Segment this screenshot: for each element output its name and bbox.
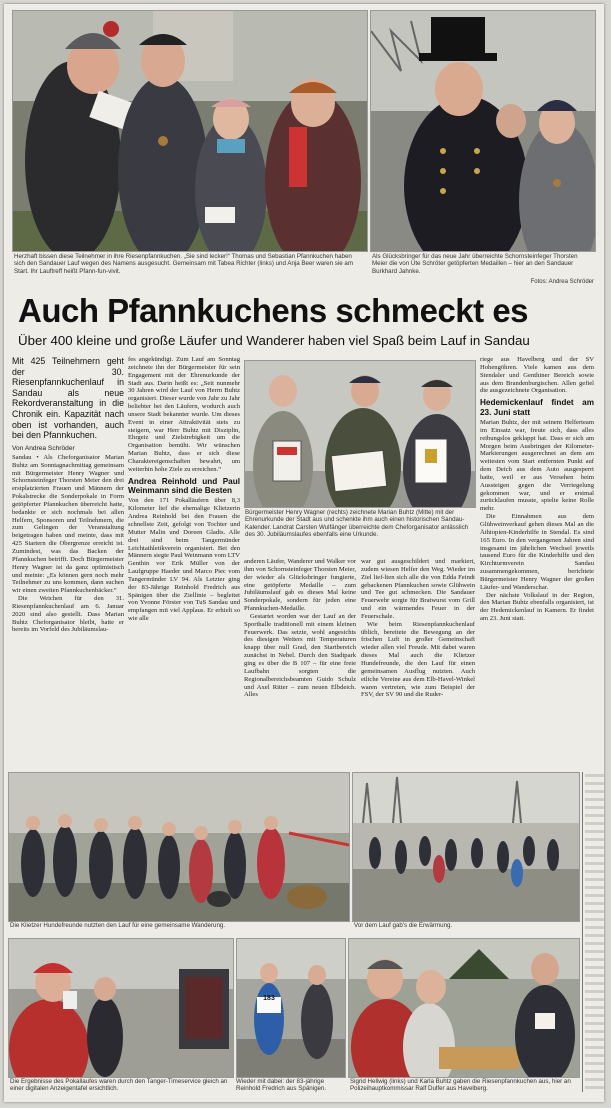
bib-number: 183 xyxy=(263,995,275,1002)
paragraph: Die Einnahmen aus dem Glühweinverkauf gehen dieses Mal an die Äthiopien-Kinderhilfe in Stendal. Es sind 165 Euro. In den vergangenen Jahren sind insgesamt im jährlichen Wechsel jeweils tausend Euro für die Kinderhilfe und den Kirchturmverein Sandau zusammengekommen, berichtete Bürgermeister Henry Wagner der großen Läufer- und Wanderschar. xyxy=(480,513,594,591)
photo-dog-walk xyxy=(8,772,350,922)
paragraph: Sandau • Als Cheforganisator Marian Buhtz am Sonntagnachmittag gemeinsam mit Bürgermeister Henry Wagner und Schornsteinfeger Thorsten Meier den drei erstplatzierten Frauen und Männern der Pokalstrecke die Sonderpokale in Form getöpferter Pfannkuchen überreicht hatte, bedankte er sich nochmals bei allen Helfern, Sponsoren und Teilnehmern, die zum Gelingen der Veranstaltung beigetragen haben und meinte, dass mit 425 Startern die Obergrenze erreicht ist. Zumindest, was das Backen der Pfannkuchen betrifft. Doch Bürgermeister Henry Wagner ist da ganz optimistisch und meinte: „Es können gern noch mehr Teilnehmer zu uns kommen, dann suchen wir einen zweiten Pfannkuchenbäcker.“ xyxy=(12,453,124,595)
paragraph: Von den 171 Pokalläufern über 8,3 Kilometer lief die ehemalige Klietzerin Andrea Reinhold bei den Frauen die schnellste Zeit, gefolgt von Tochter und Mutter Malin und Doreen Gladis. Alle drei sind beim Tangermünder Leichtathletikverein organisiert. Bei den Männern siegte Paul Weinmann vom LTV Genthin vor Erik Müller von der Laufgruppe Haeder und Marco Piec vom Tangermünder LV 94. Als Letzter ging der 83-Jährige Reinhold Fredrich aus Spänigen über die Ziellinie – begleitet von Yvonne Förster von TuS Sandau und empfangen mit viel Applaus. Er erhielt so wie alle xyxy=(128,497,240,623)
article-column-3 xyxy=(244,558,356,772)
subheadline: Über 400 kleine und große Läufer und Wanderer haben viel Spaß beim Lauf in Sandau xyxy=(18,333,530,348)
paragraph: Marian Buhtz, der mit seinem Helferteam im Einsatz war, freute sich, dass alles reibungslos geklappt hat. Dass er sich am Morgen beim Ausbringen der Kilometer-Markierungen ausgerechnet an dem am weitesten vom Start entfernten Punkt auf dem Deich aus dem Auto ausgesperrt hatte, weil er aus Versehen beim Aussteigen gegen die Verriegelung gekommen war, und er erstmal zurücklaufen musste, spielte keine Rolle mehr. xyxy=(480,419,594,513)
lead-paragraph: Mit 425 Teilnehmern geht der 30. Riesenpfannkuchenlauf in Sandau als neue Rekordveranstaltung in die Chronik ein. Kapazität nach oben ist vorhanden, auch bei den Pfannkuchen. xyxy=(12,356,124,441)
article-column-4 xyxy=(361,558,475,772)
paragraph: riege aus Havelberg und der SV Hohengöhren. Viele kamen aus dem Stendaler und Genthiner Bereich sowie aus dem Brandenburgischen. Allen gefiel die ausgezeichnete Organisation. xyxy=(480,356,594,395)
paragraph: anderen Läufer, Wanderer und Walker vor ihm von Schornsteinfeger Thorsten Meier, der wieder als Glücksbringer fungierte, eine getöpferte Medaille – zum Jubiläumslauf gab es dieses Mal keine Sonderpokale, sondern für jeden eine Pfannkuchen-Medaille. xyxy=(244,558,356,613)
article-column-5 xyxy=(480,356,594,772)
subheading-hedemickenlauf: Hedemickenlauf findet am 23. Juni statt xyxy=(480,398,594,417)
photo-pancake-eaters xyxy=(12,10,368,252)
photo-oldest-runner xyxy=(236,938,346,1078)
adjacent-article-fragment xyxy=(585,774,604,1092)
headline: Auch Pfannkuchens schmeckt es xyxy=(18,292,529,329)
paragraph: fes angekündigt. Zum Lauf am Sonntag zeichnete ihn der Bürgermeister für sein Engagement mit der Ehrenurkunde der Stadt aus. Darin heißt es: „Seit nunmehr 30 Jahren wird der Lauf von Herrn Buhtz organisiert. Dieser wurde von Jahr zu Jahr beliebter bei den Läufern, wodurch auch unsere Stadt bekannter wurde. Um dieses Event in einer Attraktivität stets zu steigern, war Herr Buhtz mit Disziplin, Ehrgeiz und Zielstrebigkeit um die Organisation bemüht. Wir wünschen Marian Buhtz, dass er sich diese Charaktereigenschaften bewahrt, um weiterhin hohe Ziele zu erreichen.“ xyxy=(128,356,240,473)
article-column-1 xyxy=(12,356,124,771)
caption-top-left: Herzhaft bissen diese Teilnehmer in ihre Riesenpfannkuchen. „Sie sind lecker!“ Thomas und Sebastian Pfannkuchen haben sich den Sandauer Lauf wegen des Namens ausgesucht. Gemeinsam mit Tabea Richter (links) und Anja Beer waren sie am Start. Ihr Lauftreff heißt Pfann-fun-vivit. xyxy=(14,253,354,275)
paragraph: Der nächste Volkslauf in der Region, den Marian Buhtz ebenfalls organisiert, ist der Hedemickenlauf in Kamern. Er findet am 23. Juni statt. xyxy=(480,591,594,623)
paragraph: Die Weichen für den 31. Riesenpfannkuchenlauf am 6. Januar 2020 sind also gestellt. Dass Marian Buhtz Cheforganisator bleibt, hatte er bereits im Vorfeld des Jubiläumslau- xyxy=(12,595,124,634)
caption-results-board: Die Ergebnisse des Pokallaufes waren durch den Tanger-Timeservice gleich an einer digitalen Anzeigentafel ersichtlich. xyxy=(10,1078,228,1093)
paragraph: Gestartet worden war der Lauf an der Sporthalle traditionell mit einem kleinen Feuerwerk. Das setzte, wohl angesichts des diesigen Wetters mit Temperaturen knapp über null Grad, den Startbereich zunächst in Nebel. Durch den Stadtpark ging es über die B 107 – für eine freie Laufbahn sorgten die Regionalbereichsbeamten Guido Schulz und Axel Ritter – zum neuen Elbdeich. Alles xyxy=(244,612,356,699)
paragraph: war gut ausgeschildert und markiert, zudem wiesen Helfer den Weg. Wieder im Ziel lief-lten sich alle die von Edda Feindt gebackenen Pfannkuchen sowie Glühwein und Tee gut schmecken. Die Sandauer Feuerwehr sorgte für Bratwurst vom Grill und ein wärmendes Feuer in der Feuerschale. xyxy=(361,558,475,620)
paragraph: Wie beim Riesenpfannkuchenlauf üblich, bereitete die Bewegung an der frischen Luft in großer Gemeinschaft wieder allen viel Freude. Mit dabei waren dieses Mal auch die Klietzer Hundefreunde, die den Lauf für einen gemeinsamen Ausflug nutzten. Auch etliche Vereine aus dem Elb-Havel-Winkel waren vertreten, wie zum Beispiel der FSV, der SV 90 und die Ruder- xyxy=(361,620,475,699)
photo-award-ceremony xyxy=(244,360,476,508)
caption-award: Bürgermeister Henry Wagner (rechts) zeichnete Marian Buhtz (Mitte) mit der Ehrenurkunde der Stadt aus und schenkte ihm auch einen historischen Sandau-Kalender. Landrat Carsten Wulfänger überreichte dem Cheforganisator anlässlich des 30. Jubiläumslaufes ebenfalls eine Urkunde. xyxy=(245,509,469,539)
newspaper-page xyxy=(4,4,604,1102)
photo-credit: Fotos: Andrea Schröder xyxy=(530,279,594,285)
byline: Von Andrea Schröder xyxy=(12,445,75,452)
photo-results-board xyxy=(8,938,234,1078)
photo-warmup xyxy=(352,772,580,922)
caption-top-right: Als Glücksbringer für das neue Jahr überreichte Schornsteinfeger Thorsten Meier die von Ute Schröter getöpferten Medaillen – hier an den Sandauer Burkhard Jahnke. xyxy=(372,253,578,275)
photo-pancake-handout xyxy=(348,938,580,1078)
caption-warmup: Vor dem Lauf gab's die Erwärmung. xyxy=(354,922,453,929)
article-column-2 xyxy=(128,356,240,771)
photo-chimney-sweep xyxy=(370,10,596,252)
caption-oldest-runner: Wieder mit dabei: der 83-jährige Reinhold Fredrich aus Spänigen. xyxy=(236,1078,327,1093)
caption-pancake-handout: Sigrid Hellwig (links) und Karla Buhtz gaben die Riesenpfannkuchen aus, hier an Polizeihauptkommissar Ralf Dulfer aus Havelberg. xyxy=(350,1078,571,1093)
subheading-winners: Andrea Reinhold und Paul Weinmann sind die Besten xyxy=(128,476,240,496)
column-divider xyxy=(582,772,583,1092)
caption-dog-walk: Die Klietzer Hundefreunde nutzten den Lauf für eine gemeinsame Wanderung. xyxy=(10,922,226,929)
